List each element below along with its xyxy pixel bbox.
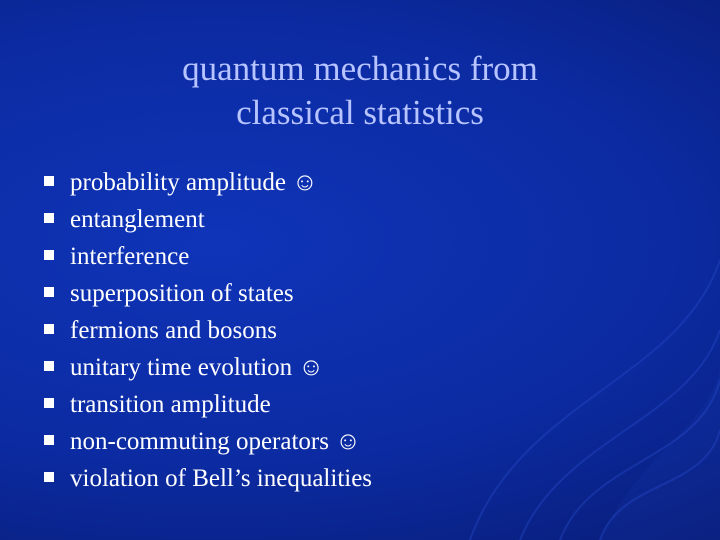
square-bullet-icon xyxy=(44,213,54,223)
square-bullet-icon xyxy=(44,250,54,260)
slide-title xyxy=(60,47,660,135)
square-bullet-icon xyxy=(44,435,54,445)
bullet-text: interference xyxy=(70,243,190,270)
bullet-text: fermions and bosons xyxy=(70,317,277,344)
square-bullet-icon xyxy=(44,472,54,482)
square-bullet-icon xyxy=(44,398,54,408)
square-bullet-icon xyxy=(44,361,54,371)
square-bullet-icon xyxy=(44,324,54,334)
bullet-text: superposition of states xyxy=(70,280,294,307)
title-line: classical statistics xyxy=(236,93,484,133)
bullet-text: probability amplitude ☺ xyxy=(70,169,318,196)
bullet-text: transition amplitude xyxy=(70,391,271,418)
bullet-text: entanglement xyxy=(70,206,205,233)
title-line: quantum mechanics from xyxy=(182,49,538,89)
square-bullet-icon xyxy=(44,176,54,186)
bullet-text: non-commuting operators ☺ xyxy=(70,428,361,455)
bullet-text: violation of Bell’s inequalities xyxy=(70,465,373,492)
square-bullet-icon xyxy=(44,287,54,297)
bullet-text: unitary time evolution ☺ xyxy=(70,354,324,381)
